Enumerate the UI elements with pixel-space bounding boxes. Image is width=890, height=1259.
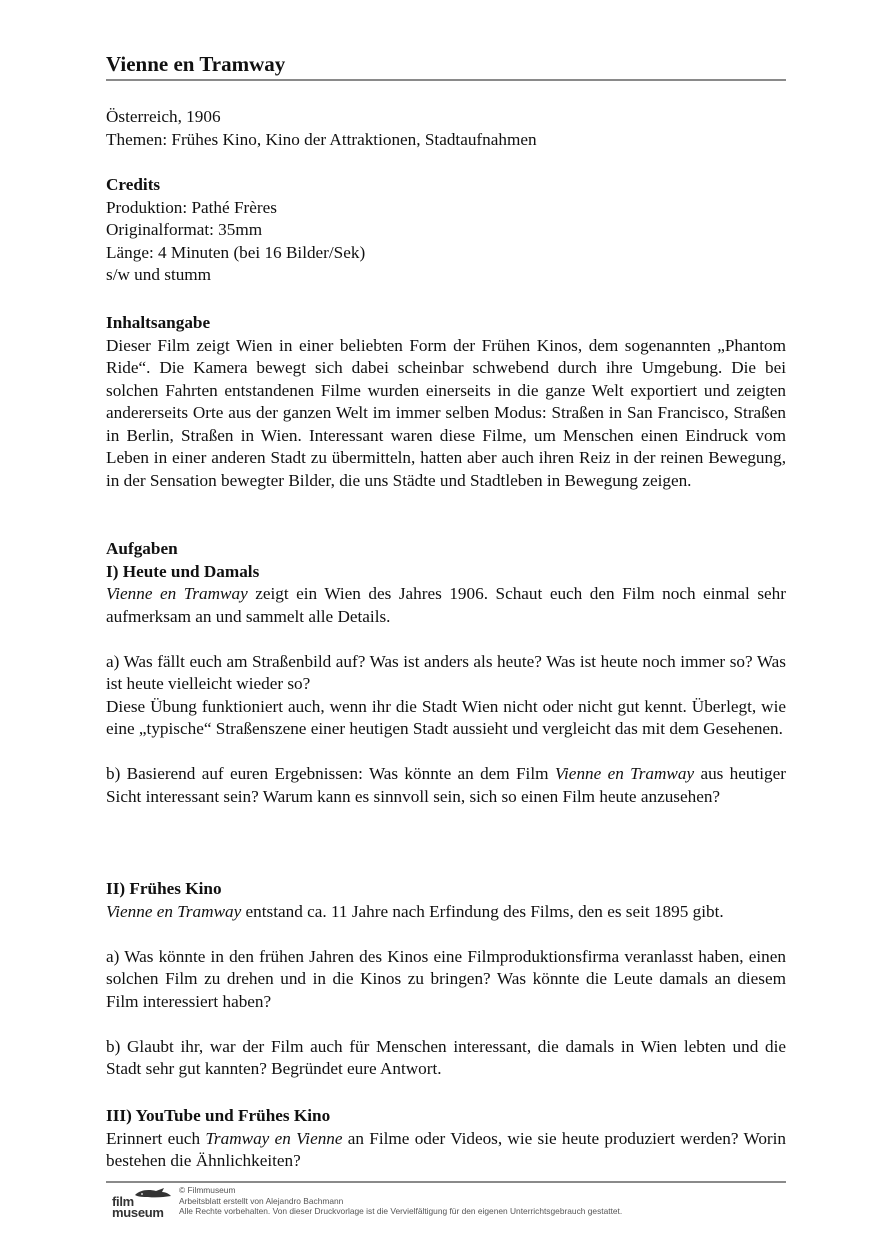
footer-author: Arbeitsblatt erstellt von Alejandro Bachmann bbox=[179, 1195, 344, 1206]
synopsis-heading: Inhaltsangabe bbox=[106, 313, 211, 332]
task2-question-a: a) Was könnte in den frühen Jahren des Kinos eine Filmproduktionsfirma veranlasst haben, einen solchen Film zu drehen und in die Kinos zu bringen? Was könnte die Leute damals an diesem Film interessiert haben? bbox=[106, 946, 786, 1011]
footer-rights: Alle Rechte vorbehalten. Von dieser Druckvorlage ist die Vervielfältigung für den eigenen Unterrichtsgebrauch gestattet. bbox=[179, 1206, 623, 1217]
task1-heading: I) Heute und Damals bbox=[106, 561, 260, 581]
task2-intro: Vienne en Tramway entstand ca. 11 Jahre nach Erfindung des Films, den es seit 1895 gibt. bbox=[106, 901, 724, 921]
credits-color: s/w und stumm bbox=[106, 265, 212, 284]
title-divider bbox=[106, 79, 786, 81]
page-title: Vienne en Tramway bbox=[106, 52, 286, 76]
tasks-section bbox=[106, 538, 786, 808]
tasks-heading: Aufgaben bbox=[106, 539, 178, 558]
credits-production: Produktion: Pathé Frères bbox=[106, 197, 277, 217]
footer-divider bbox=[106, 1181, 786, 1183]
film-title: Vienne en Tramway bbox=[106, 901, 242, 921]
film-title: Vienne en Tramway bbox=[554, 764, 695, 783]
logo-word-museum: museum bbox=[112, 1205, 164, 1220]
task2-heading: II) Frühes Kino bbox=[106, 879, 222, 898]
task1-note: Diese Übung funktioniert auch, wenn ihr die Stadt Wien nicht oder nicht gut kennt. Überlegt, wie eine „typische“ Straßenszene einer heutigen Stadt aussieht und vergleicht das mit dem Gesehenen. bbox=[106, 696, 786, 738]
footer-text bbox=[179, 1185, 622, 1217]
meta-country-year: Österreich, 1906 bbox=[106, 107, 221, 126]
film-title: Vienne en Tramway bbox=[106, 584, 248, 603]
footer-copyright: © Filmmuseum bbox=[179, 1185, 236, 1195]
task2-question-b: b) Glaubt ihr, war der Film auch für Menschen interessant, die damals in Wien lebten und die Stadt sehr gut kannten? Begründet eure Antwort. bbox=[106, 1036, 786, 1078]
task2-section bbox=[106, 878, 786, 1081]
credits-heading: Credits bbox=[106, 175, 161, 194]
task1-question-b: b) Basierend auf euren Ergebnissen: Was könnte an dem Film Vienne en Tramway aus heutiger Sicht interessant sein? Warum kann es sinnvoll sein, sich so einen Film heute anzusehen? bbox=[106, 764, 786, 806]
fish-logo-icon bbox=[134, 1186, 172, 1200]
credits-section bbox=[106, 174, 786, 287]
credits-length: Länge: 4 Minuten (bei 16 Bilder/Sek) bbox=[106, 242, 366, 262]
film-title: Tramway en Vienne bbox=[205, 1128, 343, 1148]
task3-question: Erinnert euch Tramway en Vienne an Filme oder Videos, wie sie heute produziert werden? Worin bestehen die Ähnlichkeiten? bbox=[106, 1128, 787, 1170]
meta-themes: Themen: Frühes Kino, Kino der Attraktionen, Stadtaufnahmen bbox=[106, 129, 537, 149]
filmmuseum-logo bbox=[108, 1186, 172, 1220]
synopsis-section bbox=[106, 312, 786, 492]
synopsis-text: Dieser Film zeigt Wien in einer beliebten Form der Frühen Kinos, dem sogenannten „Phantom Ride“. Die Kamera bewegt sich dabei scheinbar schwebend durch ihre Umgebung. Die bei solchen Fahrten entstandenen Filme wurden einerseits in die ganze Welt exportiert und zeigten andererseits Orte aus der ganzen Welt im immer selben Modus: Straßen in San Francisco, Straßen in Berlin, Straßen in Wien. Interessant waren diese Filme, um Menschen einen Eindruck vom Leben in einer anderen Stadt zu übermitteln, hatten aber auch ihren Reiz in der reinen Bewegung, in der Sensation bewegter Bilder, die uns Städte und Stadtleben in Bewegung zeigen. bbox=[106, 335, 786, 490]
task1-question-a: a) Was fällt euch am Straßenbild auf? Was ist anders als heute? Was ist heute noch immer so? Was ist heute vielleicht wieder so? bbox=[106, 651, 786, 693]
logo-word-film: film bbox=[112, 1194, 134, 1209]
credits-format: Originalformat: 35mm bbox=[106, 220, 263, 239]
task1-intro: Vienne en Tramway zeigt ein Wien des Jahres 1906. Schaut euch den Film noch einmal sehr aufmerksam an und sammelt alle Details. bbox=[106, 584, 786, 626]
film-meta bbox=[106, 106, 786, 151]
task3-section bbox=[106, 1105, 786, 1173]
task3-heading: III) YouTube und Frühes Kino bbox=[106, 1106, 331, 1125]
